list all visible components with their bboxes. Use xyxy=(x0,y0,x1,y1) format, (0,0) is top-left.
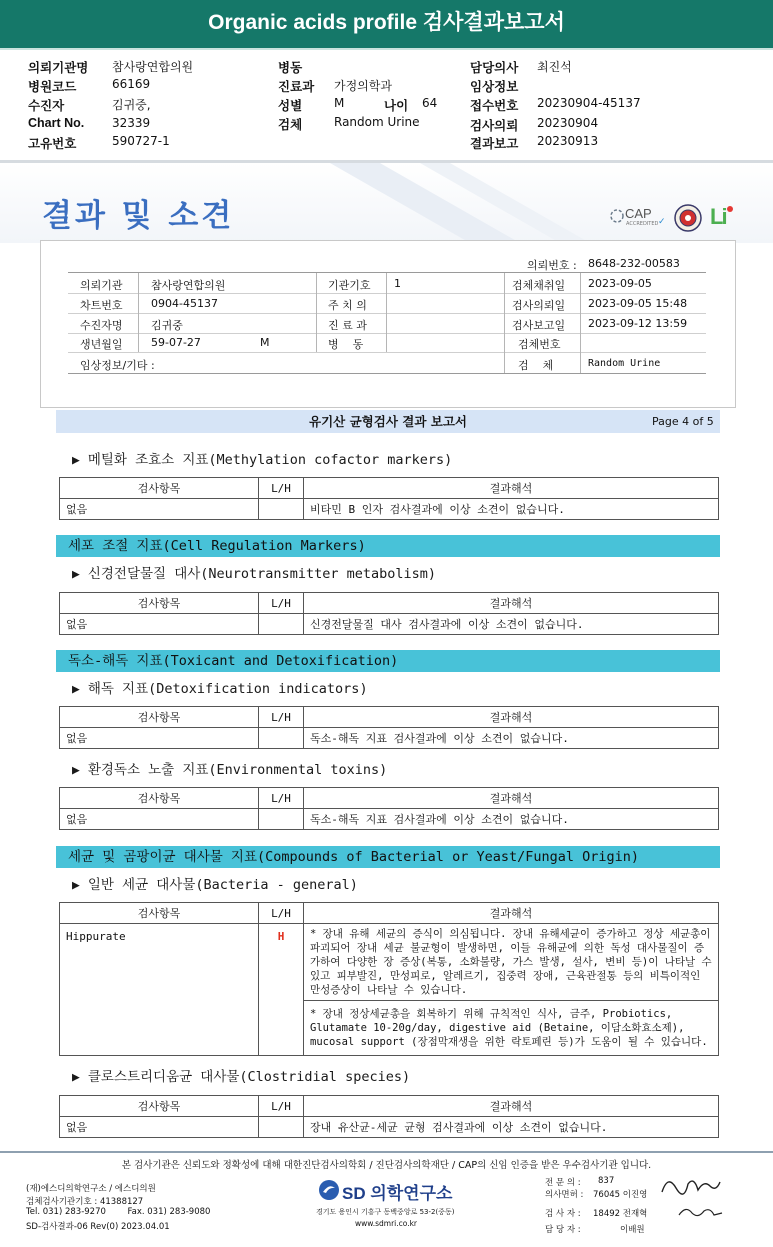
footer-divider xyxy=(0,1151,773,1153)
patient-field-value: 66169 xyxy=(112,77,151,91)
table-row: 없음 비타민 B 인자 검사결과에 이상 소견이 없습니다. xyxy=(60,499,719,520)
report-title: 유기산 균형검사 결과 보고서 xyxy=(309,414,467,429)
info-line xyxy=(68,272,706,273)
triangle-icon: ▶ xyxy=(72,878,80,893)
section-bacterial: 세균 및 곰팡이균 대사물 지표(Compounds of Bacterial or Yeast/Fungal Origin) xyxy=(56,846,720,868)
patient-field-value: 590727-1 xyxy=(112,134,170,148)
info-line xyxy=(504,273,505,373)
cap-logo: CAP ACCREDITED ✓ xyxy=(608,205,668,235)
sd-logo-icon xyxy=(318,1179,340,1201)
patient-field-value: 20230913 xyxy=(537,134,599,148)
header-divider xyxy=(0,48,773,50)
results-title: 결과 및 소견 xyxy=(42,198,235,234)
lab-address: 경기도 용인시 기흥구 동백중앙로 53-2(중동) xyxy=(316,1208,455,1216)
check-icon: ✓ xyxy=(658,217,666,227)
info-line xyxy=(68,333,706,334)
info-line xyxy=(68,352,706,353)
info-line xyxy=(68,293,706,294)
info-line xyxy=(580,273,581,373)
table-row: 없음 장내 유산균-세균 균형 검사결과에 이상 소견이 없습니다. xyxy=(60,1117,719,1138)
table-header-row: 검사항목 L/H 결과해석 xyxy=(60,903,719,924)
patient-field-value: Random Urine xyxy=(334,115,420,129)
lab-info-line: Tel. 031) 283-9270 Fax. 031) 283-9080 xyxy=(26,1207,211,1217)
high-flag: H xyxy=(259,924,304,1056)
technician-signature xyxy=(676,1203,726,1225)
result-table-clostridial xyxy=(59,1095,719,1138)
request-number-label: 의뢰번호 : xyxy=(527,259,577,272)
section-cell-regulation: 세포 조절 지표(Cell Regulation Markers) xyxy=(56,535,720,557)
lab-info-line: (재)에스디의학연구소 / 에스디의원 xyxy=(26,1184,156,1194)
table-header-row: 검사항목 L/H 결과해석 xyxy=(60,1096,719,1117)
subsection-bacteria-general: ▶ 일반 세균 대사물(Bacteria - general) xyxy=(72,877,358,893)
result-table-neurotransmitter xyxy=(59,592,719,635)
table-header-row: 검사항목 L/H 결과해석 xyxy=(60,478,719,499)
patient-field-value: 64 xyxy=(422,96,438,110)
patient-field: Chart No. xyxy=(28,116,85,130)
table-row: 없음 신경전달물질 대사 검사결과에 이상 소견이 없습니다. xyxy=(60,614,719,635)
subsection-clostridial: ▶ 클로스트리디움균 대사물(Clostridial species) xyxy=(72,1069,411,1085)
lab-info-line: SD-검사결과-06 Rev(0) 2023.04.01 xyxy=(26,1222,170,1232)
subsection-methylation: ▶ 메틸화 조효소 지표(Methylation cofactor markers) xyxy=(72,452,453,468)
patient-field: 수진자 xyxy=(28,99,65,113)
patient-field-value: 20230904-45137 xyxy=(537,96,641,110)
info-line xyxy=(68,373,706,374)
section-toxicant: 독소-해독 지표(Toxicant and Detoxification) xyxy=(56,650,720,672)
patient-field-value: 참사랑연합의원 xyxy=(112,60,194,74)
triangle-icon: ▶ xyxy=(72,453,80,468)
patient-field-value: 가정의학과 xyxy=(334,79,392,93)
triangle-icon: ▶ xyxy=(72,763,80,778)
result-table-methylation xyxy=(59,477,719,520)
subsection-detoxification: ▶ 해독 지표(Detoxification indicators) xyxy=(72,681,368,697)
triangle-icon: ▶ xyxy=(72,682,80,697)
report-header-title: Organic acids profile 검사결과보고서 xyxy=(0,0,773,48)
patient-field: 결과보고 xyxy=(470,137,519,151)
table-row: 없음 독소-해독 지표 검사결과에 이상 소견이 없습니다. xyxy=(60,728,719,749)
patient-field: 고유번호 xyxy=(28,137,77,151)
table-row: Hippurate H * 장내 유해 세균의 증식이 의심됩니다. 장내 유해세균이 증가하고 정상 세균총이 파괴되어 장내 세균 불균형이 발생하면, 이들 유해균에 의한 독성 대사물질이 증가하여 다양한 장 증상(복통, 소화불량, 가스 발생, 설사, 변비 등)이 나타날 수 있고 피부발진, 만성피로, 알레르기, 집중력 장애, 근육관절통 등의 비특이적인 만성증상이 나타날 수 있습니다. xyxy=(60,924,719,1001)
subsection-neurotransmitter: ▶ 신경전달물질 대사(Neurotransmitter metabolism) xyxy=(72,566,436,582)
info-line xyxy=(138,273,139,352)
table-header-row: 검사항목 L/H 결과해석 xyxy=(60,788,719,809)
triangle-icon: ▶ xyxy=(72,1070,80,1085)
page-indicator: Page 4 of 5 xyxy=(652,415,714,428)
lab-info-line: 검체검사기관기호 : 41388127 xyxy=(26,1197,144,1207)
certification-text: 본 검사기관은 신뢰도와 정확성에 대해 대한진단검사의학회 / 진단검사의학재단 / CAP의 신임 인증을 받은 우수검사기관 입니다. xyxy=(121,1160,652,1171)
patient-field: 검사의뢰 xyxy=(470,119,519,133)
table-header-row: 검사항목 L/H 결과해석 xyxy=(60,707,719,728)
patient-field-value: 김귀중, xyxy=(112,98,151,112)
table-row: 없음 독소-해독 지표 검사결과에 이상 소견이 없습니다. xyxy=(60,809,719,830)
lab-logo: Li xyxy=(710,204,736,232)
patient-field: 검체 xyxy=(278,118,303,132)
patient-field: 병원코드 xyxy=(28,80,77,94)
patient-field: 임상정보 xyxy=(470,80,519,94)
lab-website: www.sdmri.co.kr xyxy=(355,1219,418,1228)
patient-field: 병동 xyxy=(278,61,303,75)
triangle-icon: ▶ xyxy=(72,567,80,582)
info-line xyxy=(68,313,706,314)
table-row: * 장내 정상세균총을 회복하기 위해 규칙적인 식사, 금주, Probiotics, Glutamate 10-20g/day, digestive aid (Betaine, 이담소화효소제), mucosal support (장점막재생을 위한 락토페린 등)가 도움이 될 수 있습니다. xyxy=(60,1001,719,1056)
info-line xyxy=(316,273,317,352)
subsection-environmental: ▶ 환경독소 노출 지표(Environmental toxins) xyxy=(72,762,388,778)
patient-field: 나이 xyxy=(384,99,409,113)
result-table-bacteria xyxy=(59,902,719,1056)
patient-field: 의뢰기관명 xyxy=(28,61,89,75)
patient-field: 접수번호 xyxy=(470,99,519,113)
table-header-row: 검사항목 L/H 결과해석 xyxy=(60,593,719,614)
patient-field: 담당의사 xyxy=(470,61,519,75)
result-table-detoxification xyxy=(59,706,719,749)
patient-field-value: 20230904 xyxy=(537,116,599,130)
patient-field: 성별 xyxy=(278,99,303,113)
patient-field-value: 최진석 xyxy=(537,60,572,74)
result-table-environmental xyxy=(59,787,719,830)
physician-signature xyxy=(658,1172,724,1204)
patient-field-value: M xyxy=(334,96,345,110)
patient-field-value: 32339 xyxy=(112,116,151,130)
info-line xyxy=(386,273,387,352)
seal-icon xyxy=(673,203,703,237)
patient-field: 진료과 xyxy=(278,80,315,94)
request-number: 8648-232-00583 xyxy=(588,257,680,270)
